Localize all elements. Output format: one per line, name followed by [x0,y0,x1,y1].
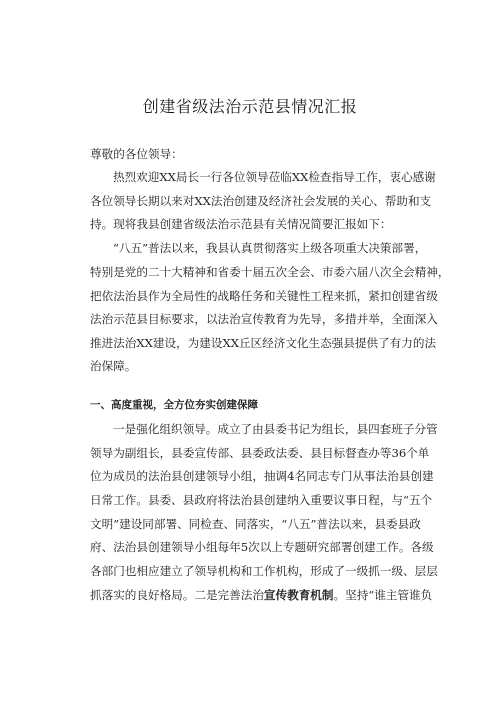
salutation: 尊敬的各位领导： [90,147,183,161]
para2-line-5: 推进法治XX建设，为建设XX丘区经济文化生态强县提供了有力的法 [90,336,437,350]
section1-line-8-tail: 。坚持“谁主管谁负 [333,588,433,602]
intro-line-3: 持。现将我县创建省级法治示范县有关情况简要汇报如下： [90,217,392,231]
intro-line-2: 各位领导长期以来对XX法治创建及经济社会发展的关心、帮助和支 [90,194,432,208]
section-1-heading: 一、高度重视，全方位夯实创建保障 [90,399,258,411]
document-title: 创建省级法治示范县情况汇报 [142,97,358,116]
section1-line-3: 位为成员的法治县创建领导小组，抽调4名同志专门从事法治县创建 [90,469,434,483]
section1-line-2: 领导为副组长，县委宣传部、县委政法委、县目标督查办等36个单 [90,446,430,460]
section1-line-8 [90,587,433,603]
intro-line-1: 热烈欢迎XX局长一行各位领导莅临XX检查指导工作，衷心感谢 [113,170,436,184]
section1-line-8-start: 抓落实的良好格局。二是完善法治 [90,588,264,602]
section1-line-4: 日常工作。县委、县政府将法治县创建纳入重要议事日程，与“五个 [90,493,433,507]
section1-line-1: 一是强化组织领导。成立了由县委书记为组长，县四套班子分管 [113,422,438,436]
para2-line-1: “八五”普法以来，我县认真贯彻落实上级各项重大决策部署， [113,241,427,255]
section1-line-6: 府、法治县创建领导小组每年5次以上专题研究部署创建工作。各级 [90,540,434,554]
para2-line-4: 法治示范县目标要求，以法治宣传教育为先导，多措并举，全面深入 [90,312,438,326]
para2-line-2: 特别是党的二十大精神和省委十届五次全会、市委六届八次全会精神， [90,265,450,279]
section1-bold-phrase: 宣传教育机制 [263,588,334,602]
para2-line-6: 治保障。 [90,359,137,373]
section1-line-7: 各部门也相应建立了领导机构和工作机构，形成了一级抓一级、层层 [90,564,438,578]
section1-line-5: 文明”建设同部署、同检查、同落实，“八五”普法以来，县委县政 [90,517,421,531]
para2-line-3: 把依法治县作为全局性的战略任务和关键性工程来抓，紧扣创建省级 [90,289,438,303]
